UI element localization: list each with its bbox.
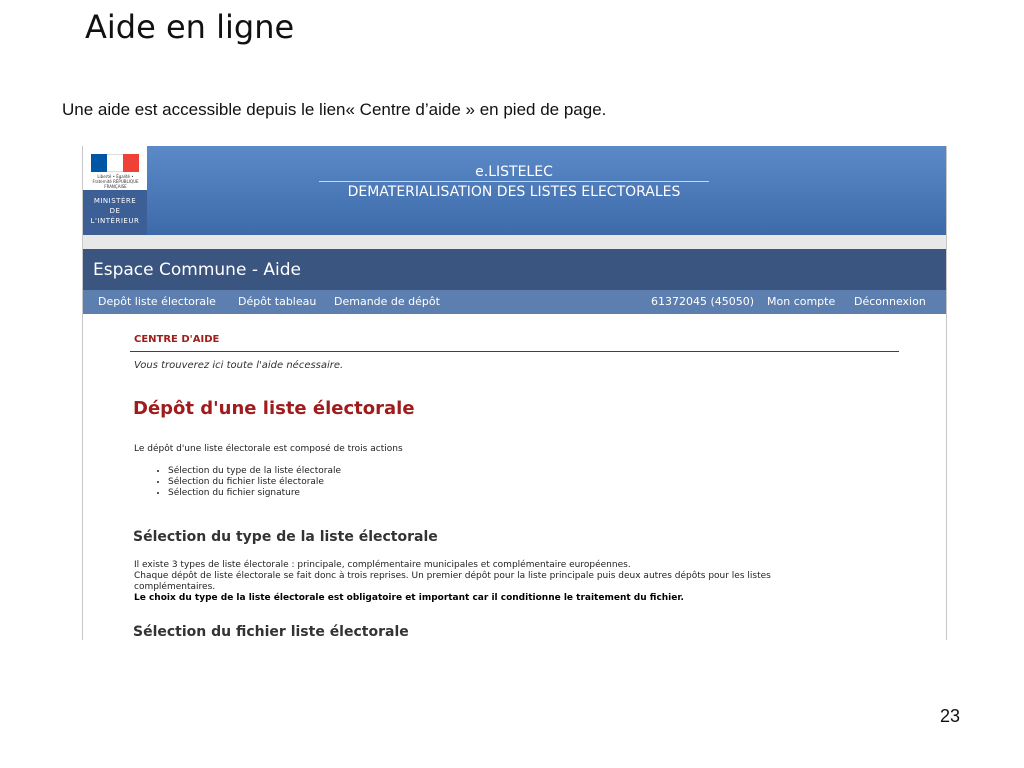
menu-deconnexion[interactable]: Déconnexion [854, 295, 926, 308]
app-description: DEMATERIALISATION DES LISTES ELECTORALES [347, 184, 681, 200]
flag-icon [91, 154, 139, 172]
section-label: CENTRE D'AIDE [134, 334, 220, 345]
menu-mon-compte[interactable]: Mon compte [767, 295, 836, 308]
page-header [83, 249, 946, 290]
slide-title: Aide en ligne [85, 8, 295, 46]
paragraph-types-line-1: Il existe 3 types de liste électorale : principale, complémentaire municipales et complémentaire européennes. [134, 560, 631, 570]
intro-text: Vous trouverez ici toute l'aide nécessaire. [134, 360, 344, 371]
slide-subtitle: Une aide est accessible depuis le lien« Centre d’aide » en pied de page. [62, 100, 607, 119]
menu-demande-depot[interactable]: Demande de dépôt [334, 295, 440, 308]
menu-depot-tableau[interactable]: Dépôt tableau [238, 295, 317, 308]
help-content [83, 314, 946, 640]
page-title: Espace Commune - Aide [93, 260, 301, 280]
list-item: • Sélection du fichier signature [168, 488, 341, 499]
slide-number: 23 [940, 706, 961, 726]
ministry-label [83, 190, 147, 235]
ministry-line-2: DE [109, 207, 121, 215]
ministry-line-3: L'INTÉRIEUR [90, 217, 140, 225]
screenshot-frame [82, 146, 947, 640]
heading-selection-fichier: Sélection du fichier liste électorale [133, 624, 409, 640]
heading-depot-liste: Dépôt d'une liste électorale [133, 398, 415, 419]
actions-list [153, 466, 341, 499]
app-name: e.LISTELEC [319, 164, 709, 182]
paragraph-actions: Le dépôt d'une liste électorale est composé de trois actions [134, 444, 403, 454]
logo-motto: Liberté • Égalité • Fraternité RÉPUBLIQUE FRANÇAISE [92, 174, 139, 189]
separator-band [83, 235, 946, 249]
republique-francaise-logo [83, 146, 147, 235]
menu-depot-liste[interactable]: Depôt liste électorale [98, 295, 216, 308]
section-divider [130, 351, 899, 352]
account-id: 61372045 (45050) [651, 295, 755, 308]
list-item: • Sélection du type de la liste électorale [168, 466, 341, 477]
heading-selection-type: Sélection du type de la liste électorale [133, 529, 438, 545]
ministry-line-1: MINISTÈRE [93, 197, 137, 205]
list-item: • Sélection du fichier liste électorale [168, 477, 341, 488]
paragraph-types-line-2: Chaque dépôt de liste électorale se fait donc à trois reprises. Un premier dépôt pour la liste principale puis deux autres dépôts pour les listes [134, 571, 771, 581]
paragraph-types-line-3: complémentaires. [134, 582, 216, 592]
paragraph-types-bold: Le choix du type de la liste électorale est obligatoire et important car il conditionne le traitement du fichier. [134, 593, 684, 603]
top-menu [83, 290, 946, 314]
site-banner [83, 146, 946, 235]
